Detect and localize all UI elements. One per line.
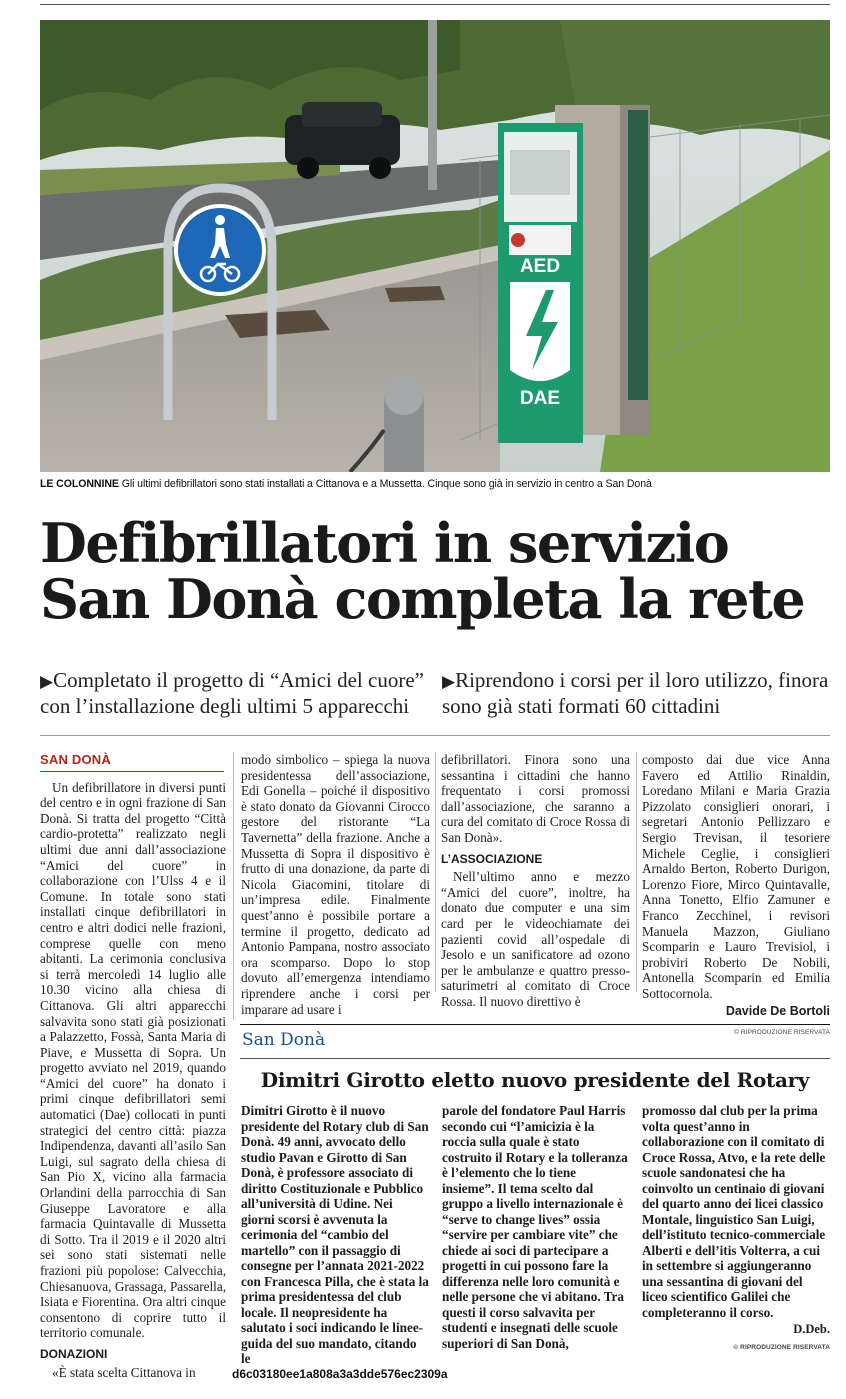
subhead-left [40, 668, 440, 719]
photo-illustration [40, 20, 830, 472]
article-column-2 [241, 752, 430, 1017]
box-headline: Dimitri Girotto eletto nuovo presidente del Rotary [260, 1068, 810, 1092]
column-rule [636, 752, 637, 992]
subhead-associazione: L’ASSOCIAZIONE [441, 851, 543, 866]
column-rule [233, 752, 234, 1020]
subhead-left-text: Completato il progetto di “Amici del cuore” con l’installazione degli ultimi 5 apparecchi [40, 668, 424, 718]
article-paragraph: Nell’ultimo anno e mezzo “Amici del cuore”, inoltre, ha donato due computer e una sim card per le videochiamate dei pazienti covid all’ospedale di Jesolo e un sanificatore ad ozono per le ambulanze e quattro presso-saturimetri al comitato di Croce Rossa. Il nuovo direttivo è [441, 869, 630, 1009]
article-author: Davide De Bortoli [725, 1003, 830, 1018]
box-paragraph: promosso dal club per la prima volta quest’anno in collaborazione con il comitato di Croce Rossa, Atvo, e la rete delle scuole sandonatesi che ha coinvolto un centinaio di giovani del quarto anno dei licei classico Montale, linguistico San Luigi, dell’istituto tecnico-commerciale Alberti e dell’itis Volterra, a cui in settembre si aggiungeranno una sessantina di giovani del liceo scientifico Galilei che completeranno il corso. [642, 1103, 826, 1320]
copyright-notice: © RIPRODUZIONE RISERVATA [734, 1029, 830, 1037]
article-paragraph: composto dai due vice Anna Favero ed Attilio Rinaldin, Loredano Milani e Maria Grazia Pizzolato consiglieri onorari, i segretari Antonio Pellizzaro e Sergio Trevisan, il tesoriere Michele Ceglie, i consiglieri Arnaldo Berton, Roberto Durigon, Lorenzo Fiore, Mirco Quintavalle, Anna Tonetto, Elfio Zamuner e Franco Zecchinel, i revisori Manuela Mazzon, Giuliano Scomparin e Lauro Trevisiol, i probiviri Roberto De Nobili, Antonella Scomparin ed Emilia Sottocornola. [642, 752, 830, 1001]
bullet-triangle-icon: ▶ [40, 672, 54, 691]
box-rule-top [240, 1024, 830, 1025]
subhead-right [442, 668, 834, 719]
photo-caption [40, 478, 830, 490]
article-column-4 [642, 752, 830, 1041]
box-column-1 [241, 1103, 429, 1367]
dae-label: DAE [519, 388, 561, 409]
headline-line-2: San Donà completa la rete [40, 567, 805, 631]
subhead-right-text: Riprendono i corsi per il loro utilizzo, finora sono già stati formati 60 cittadini [442, 668, 829, 718]
article-photo [40, 20, 830, 472]
top-rule [40, 4, 830, 5]
heart-icon [511, 233, 525, 247]
article-column-1 [40, 752, 226, 1380]
article-paragraph: Un defibrillatore in diversi punti del centro e in ogni frazione di San Donà. Si tratta del progetto “Città cardio-protetta” realizzato negli ultimi due anni dall’associazione “Amici del cuore” in collaborazione con l’Ulss 4 e il Comune. In totale sono stati installati cinque defibrillatori in centro e altri dodici nelle frazioni, comprese quelle con meno abitanti. La cerimonia conclusiva si terrà mercoledì 14 luglio alle 10.30 vicino alla chiesa di Cittanova. Gli altri apparecchi salvavita sono stati già posizionati a Palazzetto, Fossà, Santa Maria di Piave, e Mussetta di Sopra. Un progetto avviato nel 2019, quando “Amici del cuore” ha donato i primi cinque defibrillatori semi automatici (Dae) collocati in punti strategici del centro città: piazza Indipendenza, davanti all’asilo San Luigi, sul sagrato della chiesa di San Pio X, vicino alla farmacia Orlandini della parrocchia di San Giuseppe Lavoratore e alla farmacia Quintavalle di Mussetta di Sotto. Tra il 2019 e il 2020 altri sei sono stati sistemati nelle frazioni più popolose: Calvecchia, Chiesanuova, Grassaga, Passarella, Isiata e Fiorentina. Ora altri cinque consentono di coprire tutto il territorio comunale. [40, 779, 226, 1341]
article-paragraph: «È stata scelta Cittanova in [52, 1364, 196, 1380]
subhead-donazioni: DONAZIONI [40, 1346, 108, 1361]
aed-label: AED [519, 256, 561, 277]
article-paragraph: modo simbolico – spiega la nuova presidentessa dell’associazione, Edi Gonella – poiché il dispositivo è stato donato da Giovanni Cirocco gestore del ristorante “La Tavernetta” della frazione. Anche a Mussetta di Sopra il dispositivo è frutto di una donazione, da parte di Nicola Giacomini, titolare di un’impresa edile. Finalmente quest’anno è possibile portare a termine il progetto, dedicato ad Antonio Pampana, nostro associato ora scomparso. Dopo lo stop dovuto all’emergenza intendiamo riprendere anche i corsi per imparare ad usare i [241, 752, 430, 1017]
box-column-2 [442, 1103, 630, 1351]
box-paragraph: parole del fondatore Paul Harris secondo cui “l’amicizia è la roccia sulla quale è stato costruito il Rotary e la tolleranza è l’elemento che lo tiene insieme”. Il tema scelto dal gruppo a livello internazionale è “serve to change lives” ossia “servire per cambiare vite” che chiede ai soci di partecipare a progetti in cui possono fare la differenza nelle loro comunità e nelle persone che vi abitano. Tra questi il corso salvavita per studenti e insegnati delle scuole superiori di San Donà, [442, 1103, 628, 1351]
box-rule-mid [240, 1058, 830, 1059]
section-divider [40, 735, 830, 736]
box-column-3 [642, 1103, 830, 1355]
aed-cabinet [498, 123, 583, 443]
section-tag: SAN DONÀ [40, 752, 111, 767]
article-column-3 [441, 752, 630, 1010]
caption-kicker: LE COLONNINE [40, 478, 119, 490]
column-rule [435, 752, 436, 992]
caption-text: Gli ultimi defibrillatori sono stati installati a Cittanova e a Mussetta. Cinque sono già in servizio in centro a San Donà [121, 478, 652, 490]
copyright-notice: © RIPRODUZIONE RISERVATA [733, 1343, 830, 1351]
headline [40, 511, 830, 631]
headline-line-1: Defibrillatori in servizio [40, 511, 729, 575]
footer-code: d6c03180ee1a808a3a3dde576ec2309a [232, 1367, 448, 1381]
section-tag-rule [40, 771, 224, 772]
box-paragraph: Dimitri Girotto è il nuovo presidente del Rotary club di San Donà. 49 anni, avvocato dello studio Pavan e Girotto di San Donà, è professore associato di diritto Costituzionale e Pubblico all’università di Udine. Nei giorni scorsi è avvenuta la cerimonia del “cambio del martello” con il passaggio di consegne per l’annata 2021-2022 con Francesca Pilla, che è stata la prima presidentessa del club locale. Il neopresidente ha salutato i soci indicando le linee-guida del suo mandato, citando le [241, 1103, 429, 1366]
box-section-label: San Donà [242, 1030, 326, 1050]
bullet-triangle-icon: ▶ [442, 672, 456, 691]
article-paragraph: defibrillatori. Finora sono una sessantina i cittadini che hanno frequentato i corsi promossi dall’associazione, che saranno a cura del comitato di Croce Rossa di San Donà». [441, 752, 630, 845]
box-author: D.Deb. [793, 1322, 830, 1336]
